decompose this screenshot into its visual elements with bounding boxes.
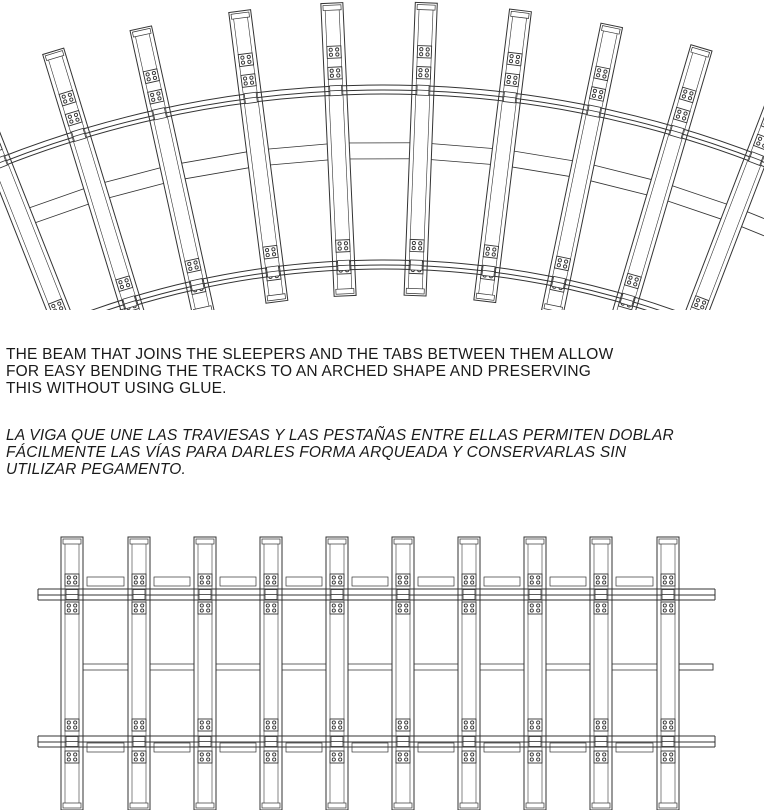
bolt-plate <box>396 602 410 614</box>
bolt-plate <box>330 719 344 731</box>
rail-clip <box>244 92 257 103</box>
rail-clip <box>410 260 422 270</box>
bolt-plate <box>132 602 146 614</box>
bolt-plate <box>264 719 278 731</box>
bolt-plate <box>528 751 542 763</box>
bolt-plate <box>241 74 256 88</box>
bolt-plate <box>330 574 344 586</box>
rail-clip <box>266 266 279 277</box>
tab <box>220 577 256 586</box>
end-tab <box>679 664 713 670</box>
sleeper <box>404 2 437 296</box>
bolt-plate <box>65 574 79 586</box>
bolt-plate <box>528 574 542 586</box>
bolt-plate <box>143 69 159 84</box>
rail-clip <box>397 590 409 600</box>
rail-clip <box>265 590 277 600</box>
sleeper <box>130 26 214 310</box>
sleeper <box>474 9 532 302</box>
bolt-plate <box>416 67 430 80</box>
outer-rail <box>0 85 764 177</box>
bolt-plate <box>396 751 410 763</box>
bolt-plate <box>396 719 410 731</box>
bolt-plate <box>589 87 605 102</box>
bolt-plate <box>65 602 79 614</box>
bolt-plate <box>327 46 342 59</box>
bolt-plate <box>238 53 253 67</box>
bolt-plate <box>185 258 201 273</box>
bolt-plate <box>132 574 146 586</box>
sleeper <box>590 537 612 810</box>
sleeper <box>194 537 216 810</box>
bolt-plate <box>594 66 610 81</box>
connecting-beam <box>83 577 657 752</box>
bolt-plate <box>132 751 146 763</box>
bolt-plate <box>462 719 476 731</box>
tab <box>418 577 454 586</box>
rail-clip <box>153 108 167 120</box>
tab <box>550 577 586 586</box>
sleeper <box>321 3 356 297</box>
rail-clip <box>338 260 350 271</box>
bolt-plate <box>594 751 608 763</box>
rail-clips <box>66 590 674 747</box>
tab <box>87 577 124 586</box>
bolt-plate <box>528 602 542 614</box>
curved-track-diagram <box>0 0 764 310</box>
bolt-plate <box>483 245 498 259</box>
caption-english: THE BEAM THAT JOINS THE SLEEPERS AND THE TABS BETWEEN THEM ALLOW FOR EASY BENDING THE TRACKS TO AN ARCHED SHAPE AND PRESERVING THIS WITHOUT USING GLUE. <box>6 346 614 397</box>
bolt-plate <box>462 602 476 614</box>
sleeper <box>229 10 288 303</box>
sleeper <box>326 537 348 810</box>
bolt-plate <box>198 574 212 586</box>
bolt-plate <box>417 46 431 59</box>
bolt-plate <box>198 602 212 614</box>
rail-clip <box>529 590 541 600</box>
sleeper <box>657 537 679 810</box>
bolt-plate <box>198 719 212 731</box>
rail-clip <box>199 590 211 600</box>
rail-clip <box>199 737 211 747</box>
rail-clip <box>331 737 343 747</box>
bolt-plate <box>661 751 675 763</box>
bolt-plate <box>594 602 608 614</box>
bolt-plate <box>462 751 476 763</box>
bolt-plate <box>330 602 344 614</box>
bolt-plate <box>528 719 542 731</box>
rail-clip <box>417 85 429 95</box>
outer-rail-inner-edge <box>0 94 764 185</box>
rail-clip <box>463 590 475 600</box>
sleeper <box>608 45 712 310</box>
rail-clip <box>595 737 607 747</box>
bolt-plate <box>661 602 675 614</box>
bolt-plate <box>132 719 146 731</box>
bolt-plate <box>504 73 519 87</box>
bolt-plate <box>264 751 278 763</box>
tab <box>154 577 190 586</box>
bolt-plate <box>264 602 278 614</box>
rail-clip <box>595 590 607 600</box>
rail-clip <box>529 737 541 747</box>
sleeper <box>458 537 480 810</box>
sleeper <box>260 537 282 810</box>
bolt-plate <box>264 574 278 586</box>
bolt-plate <box>410 239 424 252</box>
rail-clip <box>66 737 78 747</box>
rail-clip <box>331 590 343 600</box>
bolt-plate <box>263 245 278 259</box>
sleeper <box>128 537 150 810</box>
rail-clip <box>133 737 145 747</box>
tab <box>484 577 520 586</box>
bolt-plate <box>396 574 410 586</box>
rail-clip <box>587 105 601 117</box>
bolt-plate <box>661 719 675 731</box>
rail-clip <box>503 92 516 103</box>
bolt-plate <box>198 751 212 763</box>
tab <box>352 577 388 586</box>
rail-clip <box>463 737 475 747</box>
rail-clip <box>482 265 495 276</box>
caption-spanish: LA VIGA QUE UNE LAS TRAVIESAS Y LAS PESTAÑAS ENTRE ELLAS PERMITEN DOBLAR FÁCILMENTE LAS VÍAS PARA DARLES FORMA ARQUEADA Y CONSERVARLAS SIN UTILIZAR PEGAMENTO. <box>6 427 674 478</box>
rail-clip <box>190 279 204 291</box>
bolt-plate <box>330 751 344 763</box>
sleeper <box>43 48 150 310</box>
bolt-plate <box>336 240 351 253</box>
rail-clip <box>397 737 409 747</box>
rail-clip <box>330 85 342 96</box>
sleeper <box>392 537 414 810</box>
straight-track-diagram <box>0 525 764 810</box>
bolt-plate <box>594 574 608 586</box>
bolt-plate <box>507 52 522 66</box>
rail-clip <box>662 737 674 747</box>
tab <box>286 577 322 586</box>
sleeper <box>524 537 546 810</box>
bolt-plate <box>65 751 79 763</box>
rail-clip <box>133 590 145 600</box>
bolt-plate <box>148 89 164 104</box>
bolt-plate <box>661 574 675 586</box>
bolt-plate <box>65 719 79 731</box>
bolt-plate <box>594 719 608 731</box>
rail-clip <box>662 590 674 600</box>
rail-clip <box>552 276 566 288</box>
bolt-plate <box>554 256 570 271</box>
connecting-beam <box>19 143 737 227</box>
outer-rail-edge <box>0 90 764 181</box>
bolt-plate <box>328 67 343 80</box>
sleeper <box>542 23 623 310</box>
sleeper <box>61 537 83 810</box>
tab <box>616 577 653 586</box>
rail-clip <box>66 590 78 600</box>
rail-clip <box>265 737 277 747</box>
bolt-plate <box>462 574 476 586</box>
